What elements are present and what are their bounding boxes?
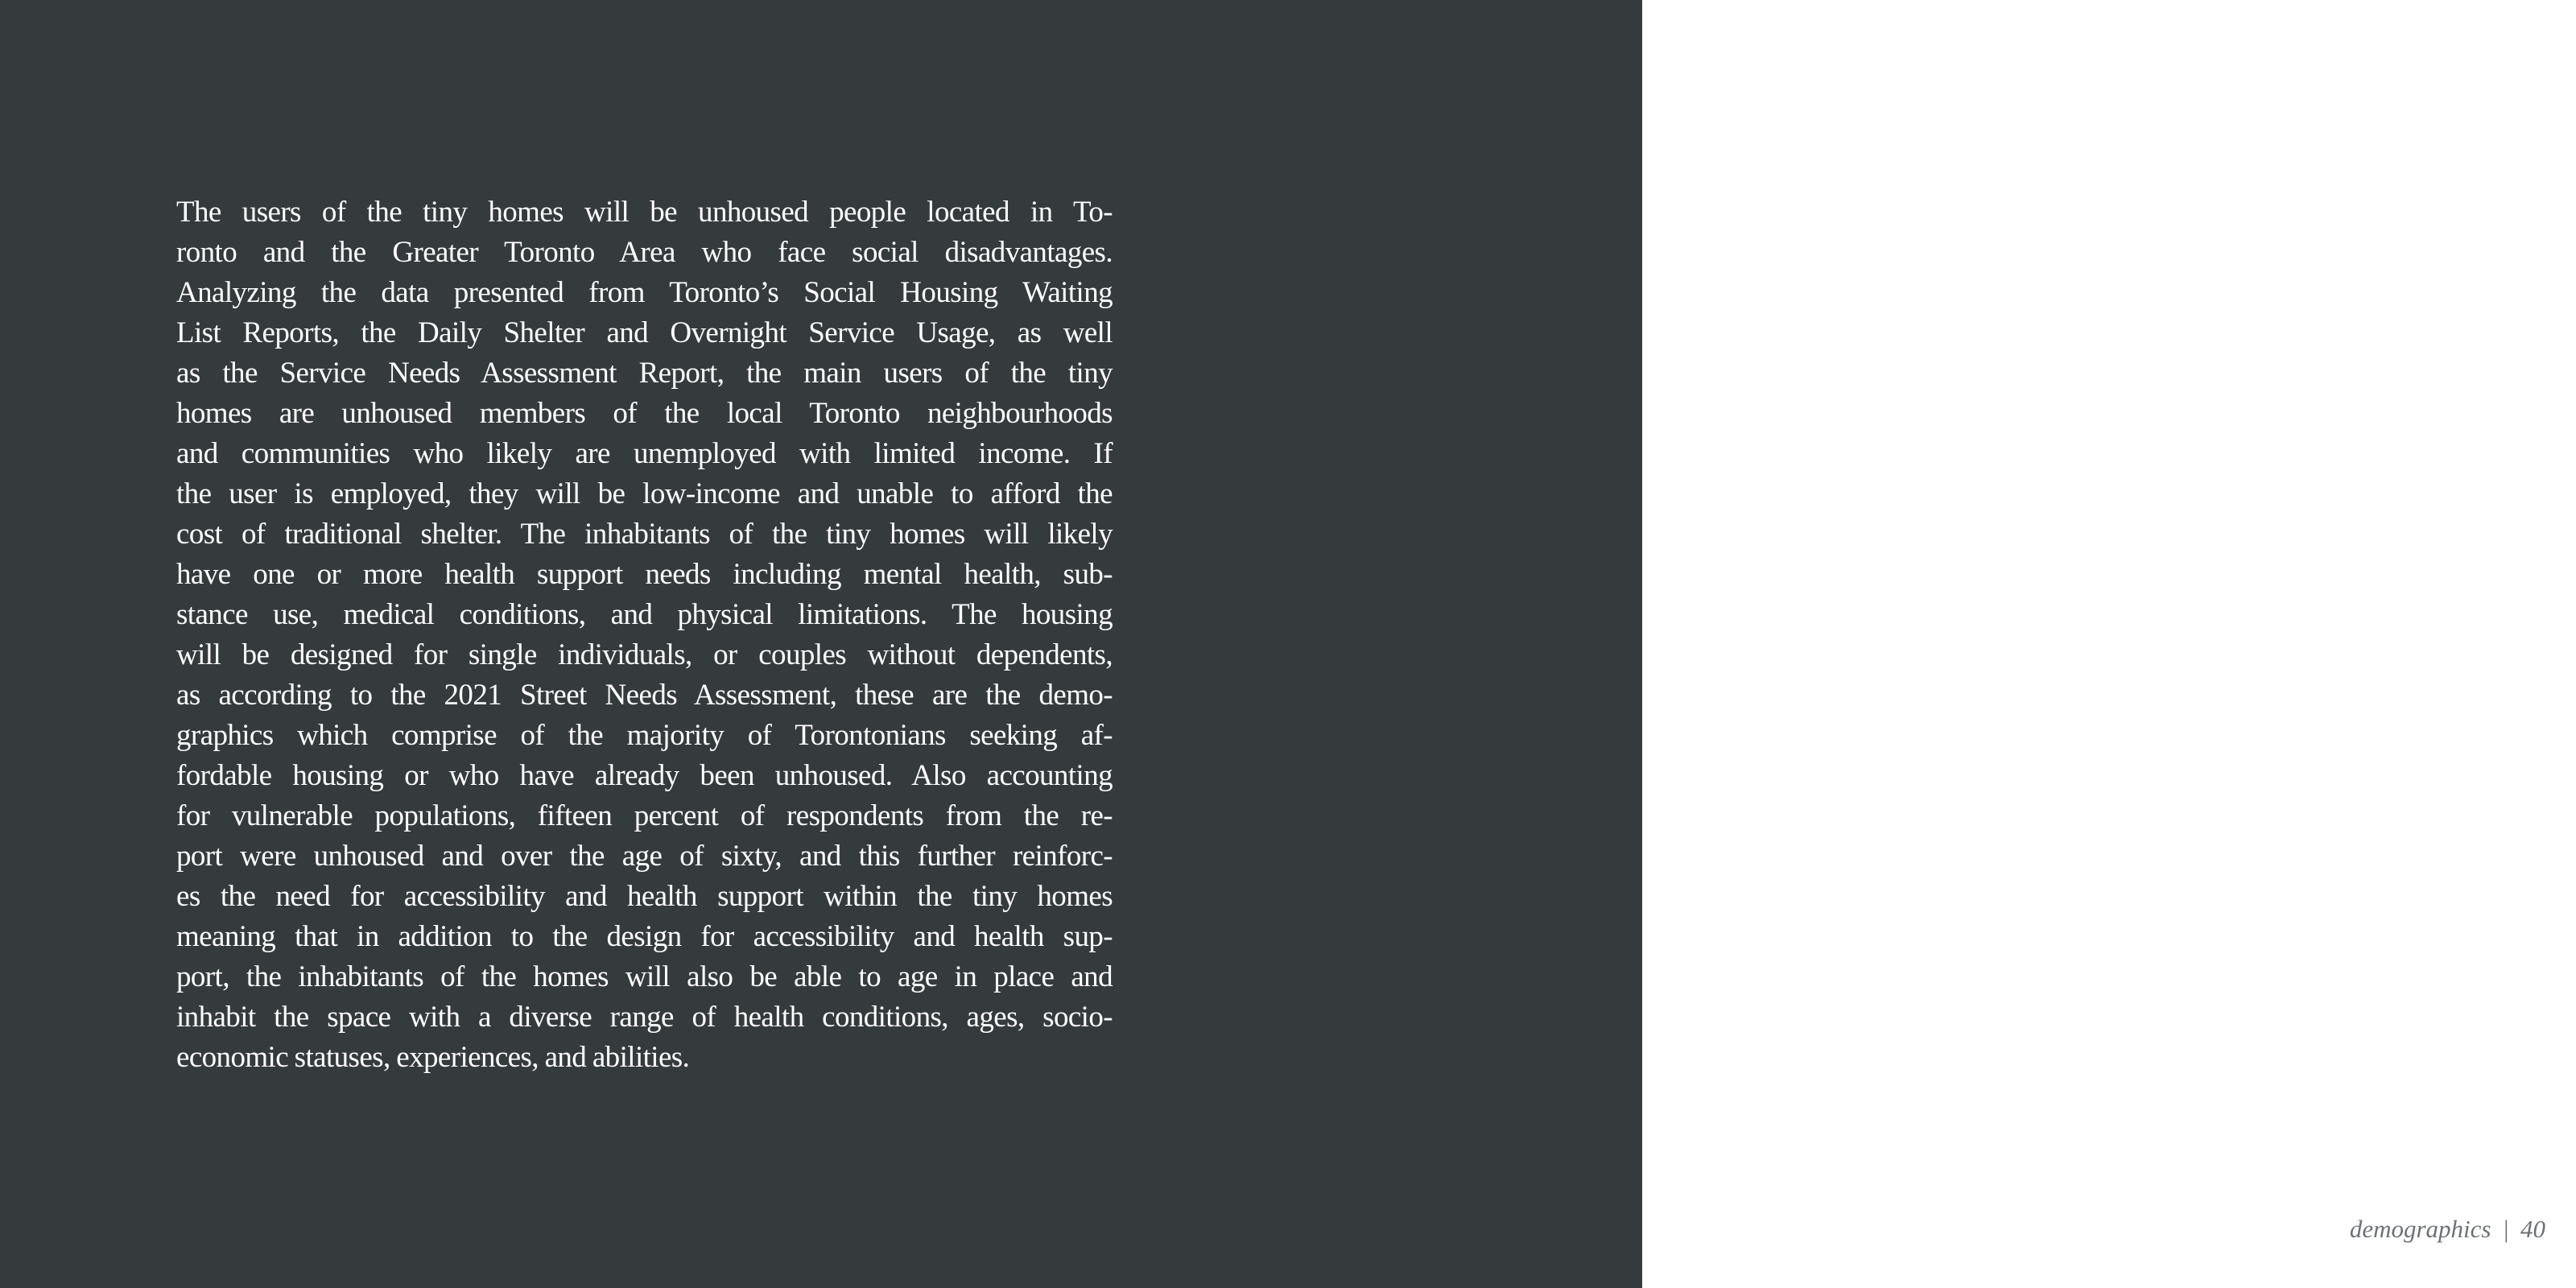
paragraph-line: fordable housing or who have already been unhoused. Also accounting bbox=[176, 759, 1113, 792]
paragraph-line: and communities who likely are unemployed with limited income. If bbox=[176, 437, 1113, 470]
right-page-blank bbox=[1642, 0, 2576, 1288]
paragraph-line: the user is employed, they will be low-income and unable to afford the bbox=[176, 477, 1113, 510]
paragraph-line: List Reports, the Daily Shelter and Overnight Service Usage, as well bbox=[176, 316, 1113, 349]
paragraph-line: as according to the 2021 Street Needs Assessment, these are the demo- bbox=[176, 679, 1113, 712]
paragraph-line: inhabit the space with a diverse range of health conditions, ages, socio- bbox=[176, 1001, 1113, 1034]
paragraph-line: will be designed for single individuals, or couples without dependents, bbox=[176, 638, 1113, 671]
paragraph-line: as the Service Needs Assessment Report, the main users of the tiny bbox=[176, 357, 1113, 390]
page-footer bbox=[2350, 1212, 2545, 1247]
footer-separator: | bbox=[2502, 1215, 2509, 1243]
page-number: 40 bbox=[2520, 1215, 2545, 1243]
paragraph-line: es the need for accessibility and health support within the tiny homes bbox=[176, 880, 1113, 913]
paragraph-line: graphics which comprise of the majority of Torontonians seeking af- bbox=[176, 719, 1113, 752]
paragraph-line: stance use, medical conditions, and physical limitations. The housing bbox=[176, 598, 1113, 631]
paragraph-line: homes are unhoused members of the local Toronto neighbourhoods bbox=[176, 397, 1113, 430]
paragraph-line: meaning that in addition to the design for accessibility and health sup- bbox=[176, 920, 1113, 953]
paragraph-line: The users of the tiny homes will be unhoused people located in To- bbox=[176, 196, 1113, 229]
body-paragraph bbox=[176, 192, 1113, 1078]
paragraph-line: for vulnerable populations, fifteen percent of respondents from the re- bbox=[176, 799, 1113, 832]
paragraph-line: Analyzing the data presented from Toronto’s Social Housing Waiting bbox=[176, 276, 1113, 309]
paragraph-line: port, the inhabitants of the homes will also be able to age in place and bbox=[176, 960, 1113, 993]
paragraph-line-last: economic statuses, experiences, and abilities. bbox=[176, 1041, 690, 1074]
section-name: demographics bbox=[2349, 1215, 2491, 1243]
paragraph-line: cost of traditional shelter. The inhabitants of the tiny homes will likely bbox=[176, 518, 1113, 551]
paragraph-line: port were unhoused and over the age of sixty, and this further reinforc- bbox=[176, 840, 1113, 873]
paragraph-line: ronto and the Greater Toronto Area who face social disadvantages. bbox=[176, 236, 1113, 269]
paragraph-line: have one or more health support needs including mental health, sub- bbox=[176, 558, 1113, 591]
